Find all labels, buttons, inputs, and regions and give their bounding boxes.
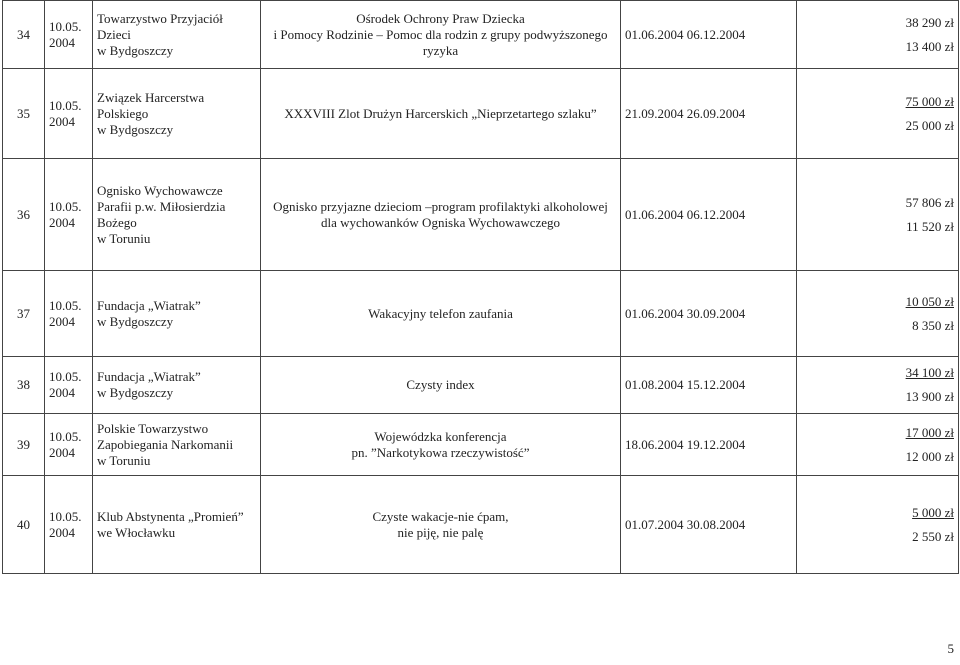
row-number: 40 [3, 476, 45, 574]
total-cost-amount: 57 806 zł [905, 194, 954, 210]
table-row [3, 1, 959, 69]
total-cost-amount: 17 000 zł [905, 424, 954, 440]
row-number: 35 [3, 69, 45, 159]
task-title [261, 159, 621, 271]
organization-line: Dzieci [97, 26, 131, 42]
submission-date [45, 357, 93, 414]
organization-line: Ognisko Wychowawcze [97, 182, 223, 198]
organization-name [93, 271, 261, 357]
submission-date-line: 2004 [49, 113, 75, 129]
submission-date-line: 10.05. [49, 369, 82, 384]
grants-table [2, 0, 959, 574]
task-title [261, 69, 621, 159]
grant-amount: 8 350 zł [912, 317, 954, 333]
submission-date-line: 2004 [49, 313, 75, 329]
organization-line: Bożego [97, 214, 137, 230]
submission-date-line: 10.05. [49, 428, 82, 444]
row-number: 37 [3, 271, 45, 357]
task-line: Czyste wakacje-nie ćpam, [372, 508, 509, 524]
amounts-cell [797, 69, 959, 159]
organization-line: Parafii p.w. Miłosierdzia [97, 198, 226, 214]
table-row [3, 414, 959, 476]
submission-date-line: 2004 [49, 34, 75, 50]
task-title [261, 271, 621, 357]
row-number: 39 [3, 414, 45, 476]
submission-date [45, 414, 93, 476]
organization-line: w Toruniu [97, 230, 151, 246]
task-title [261, 414, 621, 476]
task-period: 21.09.2004 26.09.2004 [621, 69, 797, 159]
total-cost-amount: 5 000 zł [912, 504, 954, 520]
organization-line: w Bydgoszczy [97, 313, 174, 329]
organization-line: Klub Abstynenta „Promień” [97, 508, 244, 524]
amounts-cell [797, 159, 959, 271]
organization-name [93, 357, 261, 414]
task-period: 01.06.2004 30.09.2004 [621, 271, 797, 357]
grant-amount: 13 400 zł [905, 38, 954, 54]
task-period: 01.06.2004 06.12.2004 [621, 1, 797, 69]
row-number: 34 [3, 1, 45, 69]
submission-date-line: 2004 [49, 385, 75, 400]
submission-date [45, 1, 93, 69]
submission-date [45, 271, 93, 357]
submission-date-line: 10.05. [49, 97, 82, 113]
submission-date-line: 10.05. [49, 18, 82, 34]
task-title [261, 1, 621, 69]
amounts-cell [797, 271, 959, 357]
organization-name [93, 414, 261, 476]
task-line: nie piję, nie palę [397, 524, 484, 540]
total-cost-amount: 75 000 zł [905, 93, 954, 109]
submission-date-line: 10.05. [49, 297, 82, 313]
task-title [261, 476, 621, 574]
task-period: 18.06.2004 19.12.2004 [621, 414, 797, 476]
task-line: Ognisko przyjazne dzieciom –program profilaktyki alkoholowej [273, 198, 608, 214]
grant-amount: 2 550 zł [912, 528, 954, 544]
task-line: pn. ”Narkotykowa rzeczywistość” [351, 444, 530, 460]
submission-date [45, 69, 93, 159]
submission-date-line: 2004 [49, 524, 75, 540]
organization-name [93, 1, 261, 69]
organization-name [93, 69, 261, 159]
grant-amount: 12 000 zł [905, 448, 954, 464]
amounts-cell [797, 476, 959, 574]
organization-name [93, 476, 261, 574]
organization-line: Fundacja „Wiatrak” [97, 297, 201, 313]
task-line: i Pomocy Rodzinie – Pomoc dla rodzin z grupy podwyższonego [273, 26, 608, 42]
table-body [3, 1, 959, 574]
table-row [3, 69, 959, 159]
organization-line: w Bydgoszczy [97, 385, 174, 400]
grant-amount: 25 000 zł [905, 117, 954, 133]
submission-date-line: 10.05. [49, 508, 82, 524]
table-row [3, 357, 959, 414]
table-row [3, 271, 959, 357]
total-cost-amount: 34 100 zł [905, 365, 954, 380]
task-period: 01.08.2004 15.12.2004 [621, 357, 797, 414]
amounts-cell [797, 414, 959, 476]
task-line: dla wychowanków Ogniska Wychowawczego [320, 214, 561, 230]
total-cost-amount: 38 290 zł [905, 14, 954, 30]
organization-name [93, 159, 261, 271]
organization-line: Związek Harcerstwa [97, 89, 205, 105]
grant-amount: 11 520 zł [906, 218, 954, 234]
row-number: 36 [3, 159, 45, 271]
task-title [261, 357, 621, 414]
grant-amount: 13 900 zł [905, 389, 954, 404]
table-row [3, 159, 959, 271]
row-number: 38 [3, 357, 45, 414]
task-line: Czysty index [406, 377, 475, 392]
task-line: XXXVIII Zlot Drużyn Harcerskich „Nieprzetartego szlaku” [284, 105, 597, 121]
organization-line: Polskie Towarzystwo [97, 420, 209, 436]
page-number: 5 [947, 641, 954, 656]
organization-line: Polskiego [97, 105, 149, 121]
task-period: 01.07.2004 30.08.2004 [621, 476, 797, 574]
amounts-cell [797, 1, 959, 69]
task-line: Wakacyjny telefon zaufania [368, 305, 513, 321]
organization-line: Towarzystwo Przyjaciół [97, 10, 223, 26]
organization-line: w Toruniu [97, 452, 151, 468]
submission-date-line: 2004 [49, 444, 75, 460]
organization-line: we Włocławku [97, 524, 176, 540]
submission-date [45, 159, 93, 271]
submission-date-line: 10.05. [49, 198, 82, 214]
total-cost-amount: 10 050 zł [905, 293, 954, 309]
task-line: Wojewódzka konferencja [374, 428, 507, 444]
organization-line: Fundacja „Wiatrak” [97, 369, 201, 384]
amounts-cell [797, 357, 959, 414]
organization-line: w Bydgoszczy [97, 121, 174, 137]
organization-line: Zapobiegania Narkomanii [97, 436, 234, 452]
task-line: ryzyka [422, 42, 459, 58]
submission-date [45, 476, 93, 574]
organization-line: w Bydgoszczy [97, 42, 174, 58]
submission-date-line: 2004 [49, 214, 75, 230]
task-line: Ośrodek Ochrony Praw Dziecka [356, 10, 525, 26]
task-period: 01.06.2004 06.12.2004 [621, 159, 797, 271]
table-row [3, 476, 959, 574]
